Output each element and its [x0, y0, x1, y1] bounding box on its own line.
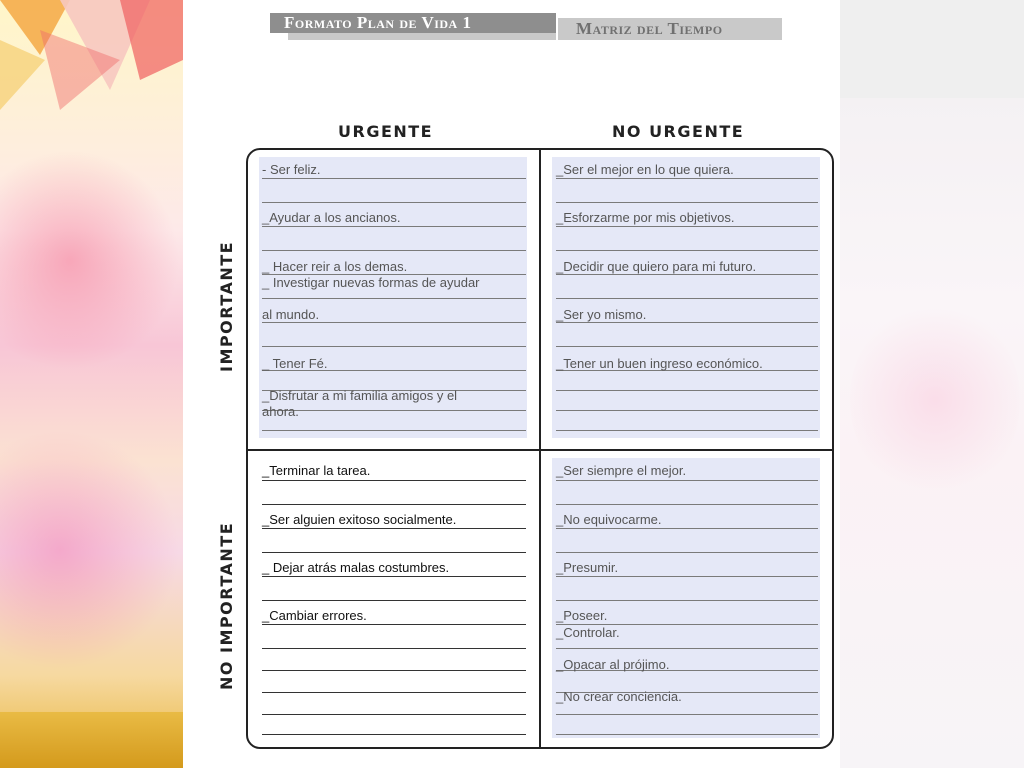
list-item: _No crear conciencia.	[556, 689, 682, 704]
list-item: _Decidir que quiero para mi futuro.	[556, 259, 757, 274]
list-item: _Ser yo mismo.	[556, 307, 647, 322]
column-label-not-urgent: NO URGENTE	[612, 122, 745, 141]
list-item: _Disfrutar a mi familia amigos y el	[262, 388, 458, 403]
list-item: - Ser feliz.	[262, 162, 321, 177]
list-item: _Tener un buen ingreso económico.	[556, 356, 763, 371]
document-subtitle: Matriz del Tiempo	[576, 19, 723, 38]
list-item: _Controlar.	[556, 625, 620, 640]
list-item: _ Dejar atrás malas costumbres.	[262, 560, 450, 575]
list-item: _Presumir.	[556, 560, 619, 575]
left-decorative-background	[0, 0, 183, 768]
list-item: _No equivocarme.	[556, 512, 662, 527]
list-item: _Ser siempre el mejor.	[556, 463, 687, 478]
pink-glow	[0, 430, 180, 670]
pink-glow	[850, 300, 1020, 500]
document-title: Formato Plan de Vida 1	[284, 13, 472, 32]
list-item: _Opacar al prójimo.	[556, 657, 670, 672]
row-label-not-important: NO IMPORTANTE	[217, 521, 236, 690]
list-item: _Ser alguien exitoso socialmente.	[262, 512, 457, 527]
list-item: _ Investigar nuevas formas de ayudar	[262, 275, 480, 290]
title-banner-shadow	[288, 33, 556, 40]
row-label-important: IMPORTANTE	[217, 240, 236, 372]
list-item: _Ayudar a los ancianos.	[262, 210, 401, 225]
list-item: _Esforzarme por mis objetivos.	[556, 210, 735, 225]
list-item: _Cambiar errores.	[262, 608, 367, 623]
pink-glow	[0, 150, 180, 370]
right-decorative-background	[840, 0, 1024, 768]
list-item: ahora.	[262, 404, 299, 419]
column-label-urgent: URGENTE	[338, 122, 434, 141]
gold-band	[0, 712, 183, 768]
list-item: al mundo.	[262, 307, 320, 322]
horizontal-divider	[246, 449, 834, 451]
list-item: _Terminar la tarea.	[262, 463, 371, 478]
list-item: _Ser el mejor en lo que quiera.	[556, 162, 734, 177]
list-item: _Poseer.	[556, 608, 608, 623]
abstract-shapes	[0, 0, 183, 120]
list-item: _ Hacer reir a los demas.	[262, 259, 408, 274]
list-item: _ Tener Fé.	[262, 356, 328, 371]
grey-shade	[840, 0, 1024, 98]
